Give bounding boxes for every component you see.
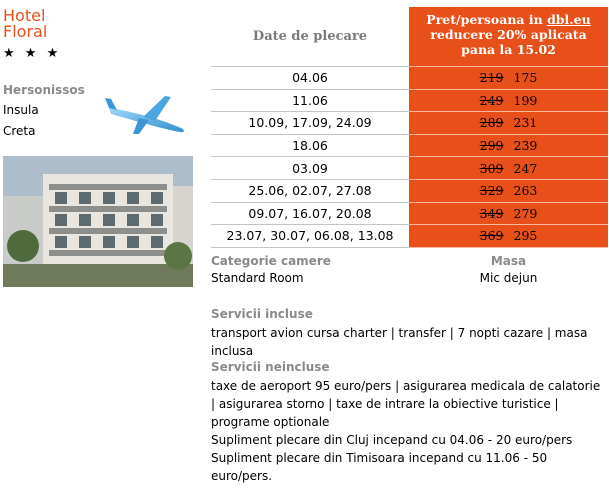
old-price: 289 xyxy=(479,115,504,131)
new-price: 231 xyxy=(513,115,538,131)
price-header xyxy=(409,7,608,67)
room-type: Standard Room xyxy=(211,271,304,285)
price-cell xyxy=(409,203,608,226)
price-cell xyxy=(409,225,608,248)
table-row xyxy=(211,90,608,113)
old-price: 309 xyxy=(479,160,504,176)
hotel-name xyxy=(3,8,47,40)
departure-dates: 03.09 xyxy=(211,157,409,180)
excluded-services-title: Servicii neincluse xyxy=(211,360,330,374)
price-table xyxy=(211,67,608,248)
table-row xyxy=(211,67,608,90)
price-cell xyxy=(409,135,608,158)
new-price: 199 xyxy=(513,92,538,108)
new-price: 175 xyxy=(513,70,538,86)
room-category-label: Categorie camere xyxy=(211,254,331,268)
departure-dates: 11.06 xyxy=(211,90,409,113)
old-price: 329 xyxy=(479,183,504,199)
table-row xyxy=(211,225,608,248)
discount-deadline: pana la 15.02 xyxy=(461,42,556,57)
region-name: Hersonissos xyxy=(3,83,85,97)
location-name: Creta xyxy=(3,124,36,138)
airplane-icon xyxy=(103,88,189,138)
table-row xyxy=(211,112,608,135)
departure-dates: 04.06 xyxy=(211,67,409,90)
old-price: 349 xyxy=(479,205,504,221)
old-price: 249 xyxy=(479,92,504,108)
new-price: 247 xyxy=(513,160,538,176)
new-price: 263 xyxy=(513,183,538,199)
hotel-info-column xyxy=(0,0,204,498)
old-price: 369 xyxy=(479,228,504,244)
old-price: 299 xyxy=(479,138,504,154)
new-price: 279 xyxy=(513,205,538,221)
price-cell xyxy=(409,157,608,180)
price-header-text: Pret/persoana in xyxy=(426,12,548,27)
meal-label: Masa xyxy=(490,254,527,268)
included-services-title: Servicii incluse xyxy=(211,307,313,321)
price-cell xyxy=(409,112,608,135)
price-cell xyxy=(409,180,608,203)
dbl-eu-link[interactable]: dbl.eu xyxy=(547,12,591,27)
table-row xyxy=(211,180,608,203)
discount-text: reducere 20% aplicata xyxy=(430,27,587,42)
supplement-cluj: Supliment plecare din Cluj incepand cu 04.06 - 20 euro/pers xyxy=(211,433,573,447)
old-price: 219 xyxy=(479,70,504,86)
price-cell xyxy=(409,67,608,90)
departure-date-header: Date de plecare xyxy=(211,7,409,67)
departure-dates: 10.09, 17.09, 24.09 xyxy=(211,112,409,135)
supplement-timisoara: Supliment plecare din Timisoara incepand cu 11.06 - 50 euro/pers. xyxy=(211,451,548,483)
hotel-photo xyxy=(3,156,193,287)
departure-dates: 09.07, 16.07, 20.08 xyxy=(211,203,409,226)
star-rating: ★ ★ ★ xyxy=(3,46,62,61)
price-cell xyxy=(409,90,608,113)
table-row xyxy=(211,157,608,180)
table-row xyxy=(211,135,608,158)
departure-dates: 23.07, 30.07, 06.08, 13.08 xyxy=(211,225,409,248)
new-price: 295 xyxy=(513,228,538,244)
new-price: 239 xyxy=(513,138,538,154)
hotel-name-line1: Hotel xyxy=(3,6,46,25)
meal-type: Mic dejun xyxy=(479,271,538,285)
departure-dates: 25.06, 02.07, 27.08 xyxy=(211,180,409,203)
excluded-services-text: taxe de aeroport 95 euro/pers | asigurarea medicala de calatorie | asigurarea storno | taxe de intrare la obiective turistice | programe optionale xyxy=(211,379,601,429)
table-row xyxy=(211,203,608,226)
included-services-text: transport avion cursa charter | transfer | 7 nopti cazare | masa inclusa xyxy=(211,326,588,358)
location-island: Insula xyxy=(3,103,39,117)
hotel-name-line2: Floral xyxy=(3,22,48,41)
departure-dates: 18.06 xyxy=(211,135,409,158)
